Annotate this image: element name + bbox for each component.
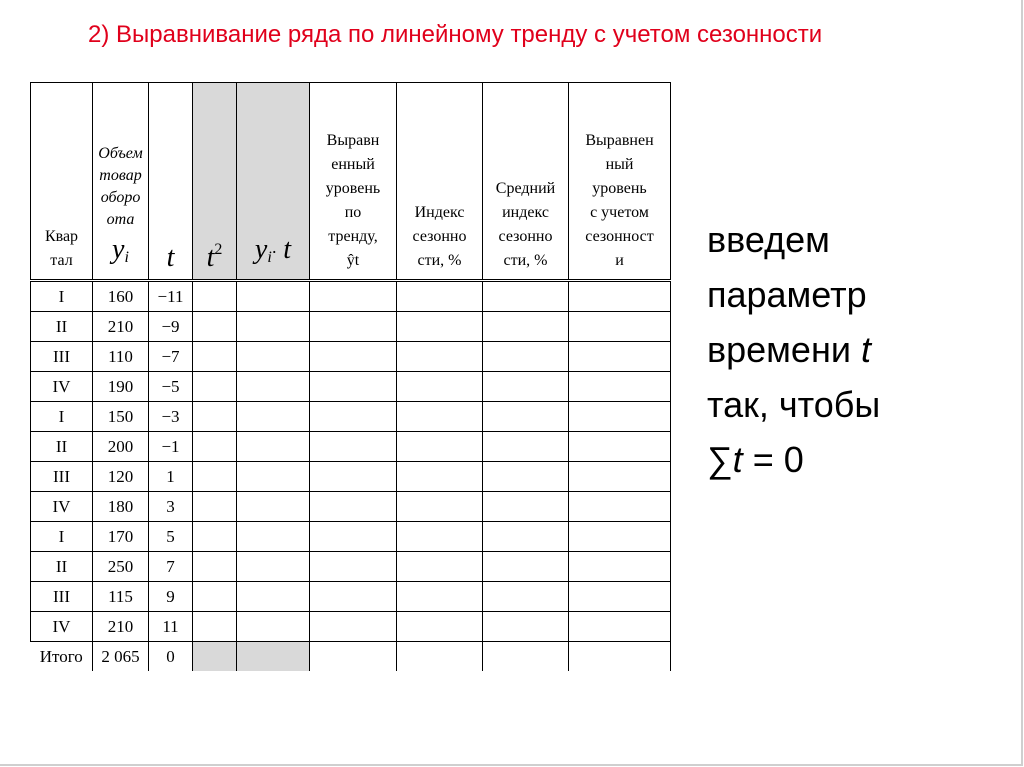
- cell-kvartal: I: [31, 281, 93, 312]
- side-note-line: параметр: [707, 274, 867, 315]
- header-t-squared: $t^2$: [193, 83, 237, 281]
- cell-kvartal: II: [31, 312, 93, 342]
- cell-total-seasonality-index: [397, 642, 483, 672]
- table-row: [31, 281, 671, 312]
- cell-trend-level: [310, 402, 397, 432]
- cell-total-t-squared: [193, 642, 237, 672]
- cell-yi-times-t: [237, 582, 310, 612]
- cell-volume: 210: [93, 612, 149, 642]
- cell-t-squared: [193, 432, 237, 462]
- cell-t-squared: [193, 522, 237, 552]
- cell-total-seasonal-level: [569, 642, 671, 672]
- cell-average-index: [483, 402, 569, 432]
- cell-kvartal: IV: [31, 492, 93, 522]
- cell-yi-times-t: [237, 281, 310, 312]
- cell-volume: 160: [93, 281, 149, 312]
- cell-t: −9: [149, 312, 193, 342]
- header-seasonality-index: Индекс сезонно сти, %: [397, 83, 483, 281]
- header-t: t: [149, 83, 193, 281]
- cell-volume: 150: [93, 402, 149, 432]
- table-row: [31, 492, 671, 522]
- side-note-line: времени t: [707, 329, 871, 370]
- cell-kvartal: I: [31, 402, 93, 432]
- table-row: [31, 462, 671, 492]
- cell-volume: 110: [93, 342, 149, 372]
- cell-average-index: [483, 372, 569, 402]
- cell-seasonality-index: [397, 522, 483, 552]
- cell-seasonal-level: [569, 312, 671, 342]
- cell-seasonality-index: [397, 402, 483, 432]
- cell-volume: 170: [93, 522, 149, 552]
- header-seasonal-level: Выравнен ный уровень с учетом сезонност и: [569, 83, 671, 281]
- header-average-index: Средний индекс сезонно сти, %: [483, 83, 569, 281]
- cell-kvartal: III: [31, 342, 93, 372]
- cell-t: −7: [149, 342, 193, 372]
- cell-seasonal-level: [569, 402, 671, 432]
- cell-kvartal: II: [31, 432, 93, 462]
- cell-average-index: [483, 492, 569, 522]
- header-row: [31, 83, 671, 281]
- cell-total-trend-level: [310, 642, 397, 672]
- header-trend-level: Выравн енный уровень по тренду, ŷt: [310, 83, 397, 281]
- cell-seasonality-index: [397, 552, 483, 582]
- cell-seasonality-index: [397, 582, 483, 612]
- cell-seasonal-level: [569, 492, 671, 522]
- cell-total-average-index: [483, 642, 569, 672]
- cell-seasonal-level: [569, 432, 671, 462]
- table-row: [31, 582, 671, 612]
- cell-yi-times-t: [237, 372, 310, 402]
- cell-seasonal-level: [569, 552, 671, 582]
- cell-trend-level: [310, 612, 397, 642]
- table-row: [31, 342, 671, 372]
- cell-t: 11: [149, 612, 193, 642]
- cell-t: 1: [149, 462, 193, 492]
- side-note-line: так, чтобы: [707, 384, 881, 425]
- table-row: [31, 432, 671, 462]
- cell-yi-times-t: [237, 402, 310, 432]
- cell-trend-level: [310, 342, 397, 372]
- cell-average-index: [483, 281, 569, 312]
- cell-t-squared: [193, 612, 237, 642]
- cell-t-squared: [193, 552, 237, 582]
- cell-t: −3: [149, 402, 193, 432]
- cell-t-squared: [193, 402, 237, 432]
- table-row: [31, 522, 671, 552]
- cell-trend-level: [310, 582, 397, 612]
- cell-trend-level: [310, 432, 397, 462]
- trend-table: [30, 82, 671, 671]
- cell-t: −1: [149, 432, 193, 462]
- cell-average-index: [483, 462, 569, 492]
- cell-seasonality-index: [397, 312, 483, 342]
- cell-t: 3: [149, 492, 193, 522]
- cell-t-squared: [193, 312, 237, 342]
- cell-kvartal: III: [31, 582, 93, 612]
- side-note-line: введем: [707, 219, 830, 260]
- cell-trend-level: [310, 552, 397, 582]
- cell-volume: 115: [93, 582, 149, 612]
- cell-seasonal-level: [569, 582, 671, 612]
- cell-yi-times-t: [237, 522, 310, 552]
- cell-seasonality-index: [397, 372, 483, 402]
- cell-total-label: Итого: [31, 642, 93, 672]
- cell-total-yi-times-t: [237, 642, 310, 672]
- cell-t-squared: [193, 372, 237, 402]
- cell-yi-times-t: [237, 432, 310, 462]
- side-note: [707, 212, 1007, 487]
- cell-t-squared: [193, 281, 237, 312]
- cell-trend-level: [310, 462, 397, 492]
- cell-t: 7: [149, 552, 193, 582]
- cell-seasonality-index: [397, 342, 483, 372]
- slide-title: 2) Выравнивание ряда по линейному тренду с учетом сезонности: [88, 21, 823, 48]
- cell-seasonality-index: [397, 281, 483, 312]
- cell-kvartal: III: [31, 462, 93, 492]
- header-yi-times-t: $y_i\cdot t$: [237, 83, 310, 281]
- table-row: [31, 312, 671, 342]
- cell-trend-level: [310, 281, 397, 312]
- cell-t-squared: [193, 462, 237, 492]
- cell-average-index: [483, 552, 569, 582]
- cell-trend-level: [310, 372, 397, 402]
- cell-seasonality-index: [397, 612, 483, 642]
- cell-seasonality-index: [397, 492, 483, 522]
- cell-total-t: 0: [149, 642, 193, 672]
- cell-volume: 120: [93, 462, 149, 492]
- table-row: [31, 402, 671, 432]
- cell-yi-times-t: [237, 552, 310, 582]
- cell-kvartal: IV: [31, 372, 93, 402]
- cell-total-volume: 2 065: [93, 642, 149, 672]
- cell-t: −5: [149, 372, 193, 402]
- cell-kvartal: I: [31, 522, 93, 552]
- cell-yi-times-t: [237, 492, 310, 522]
- table-row: [31, 552, 671, 582]
- cell-average-index: [483, 432, 569, 462]
- cell-seasonal-level: [569, 372, 671, 402]
- cell-seasonal-level: [569, 522, 671, 552]
- cell-average-index: [483, 582, 569, 612]
- cell-kvartal: II: [31, 552, 93, 582]
- cell-t-squared: [193, 582, 237, 612]
- cell-volume: 250: [93, 552, 149, 582]
- cell-volume: 200: [93, 432, 149, 462]
- cell-seasonality-index: [397, 432, 483, 462]
- cell-seasonal-level: [569, 612, 671, 642]
- cell-volume: 190: [93, 372, 149, 402]
- cell-average-index: [483, 522, 569, 552]
- cell-trend-level: [310, 312, 397, 342]
- cell-seasonality-index: [397, 462, 483, 492]
- cell-trend-level: [310, 522, 397, 552]
- cell-yi-times-t: [237, 462, 310, 492]
- cell-t: −11: [149, 281, 193, 312]
- cell-t-squared: [193, 492, 237, 522]
- cell-seasonal-level: [569, 462, 671, 492]
- cell-volume: 210: [93, 312, 149, 342]
- table-row: [31, 372, 671, 402]
- header-volume: Объем товар оборо ота $y_i$: [93, 83, 149, 281]
- cell-yi-times-t: [237, 312, 310, 342]
- cell-seasonal-level: [569, 342, 671, 372]
- cell-kvartal: IV: [31, 612, 93, 642]
- header-kvartal: Квар тал: [31, 83, 93, 281]
- cell-average-index: [483, 342, 569, 372]
- table-row: [31, 612, 671, 642]
- cell-t: 9: [149, 582, 193, 612]
- cell-t-squared: [193, 342, 237, 372]
- cell-yi-times-t: [237, 342, 310, 372]
- cell-yi-times-t: [237, 612, 310, 642]
- cell-trend-level: [310, 492, 397, 522]
- cell-average-index: [483, 612, 569, 642]
- cell-average-index: [483, 312, 569, 342]
- cell-t: 5: [149, 522, 193, 552]
- total-row: [31, 642, 671, 672]
- cell-volume: 180: [93, 492, 149, 522]
- cell-seasonal-level: [569, 281, 671, 312]
- side-note-formula: ∑t = 0: [707, 439, 804, 480]
